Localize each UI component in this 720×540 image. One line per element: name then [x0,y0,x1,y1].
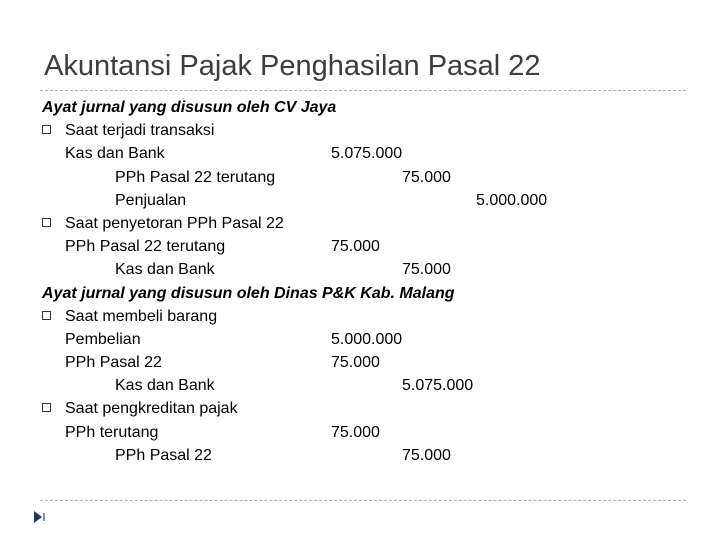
square-bullet-icon [42,311,51,320]
journal-line [42,421,682,444]
credit-account: PPh Pasal 22 [115,446,212,464]
credit-amount: 75.000 [402,168,451,186]
debit-amount: 5.000.000 [331,330,403,348]
credit-account: PPh Pasal 22 terutang [115,168,276,186]
slide-title: Akuntansi Pajak Penghasilan Pasal 22 [44,50,541,82]
journal-line [42,142,682,165]
title-divider [40,90,686,91]
credit-amount: 75.000 [402,446,451,464]
debit-amount: 5.075.000 [331,145,403,163]
debit-account: Kas dan Bank [65,145,165,163]
square-bullet-icon [42,218,51,227]
journal-line [42,258,682,281]
entry-label: Saat membeli barang [65,307,218,325]
debit-account: Pembelian [65,330,141,348]
section-heading-dinas: Ayat jurnal yang disusun oleh Dinas P&K Kab. Malang [42,284,455,302]
debit-amount: 75.000 [331,354,380,372]
debit-amount: 75.000 [331,423,380,441]
entry-label: Saat terjadi transaksi [65,122,215,140]
entry-penyetoran [42,212,682,235]
next-slide-arrow-icon[interactable] [32,510,52,524]
credit-amount: 75.000 [402,261,451,279]
credit-amount: 5.075.000 [402,377,474,395]
section-heading-cv-jaya: Ayat jurnal yang disusun oleh CV Jaya [42,99,337,116]
journal-line [42,166,682,189]
journal-line [42,235,682,258]
credit-amount: 5.000.000 [476,191,548,209]
square-bullet-icon [42,125,51,134]
journal-content [42,96,682,467]
square-bullet-icon [42,403,51,412]
debit-account: PPh terutang [65,423,159,441]
journal-line [42,444,682,467]
entry-transaksi [42,119,682,142]
debit-account: PPh Pasal 22 [65,354,162,372]
journal-line [42,351,682,374]
journal-line [42,189,682,212]
entry-pembelian [42,305,682,328]
entry-pengkreditan [42,397,682,420]
journal-line [42,328,682,351]
debit-account: PPh Pasal 22 terutang [65,238,226,256]
credit-account: Kas dan Bank [115,377,215,395]
debit-amount: 75.000 [331,238,380,256]
entry-label: Saat pengkreditan pajak [65,400,238,418]
credit-account: Kas dan Bank [115,261,215,279]
credit-account: Penjualan [115,191,187,209]
footer-divider [40,500,686,501]
entry-label: Saat penyetoran PPh Pasal 22 [65,214,284,232]
journal-line [42,374,682,397]
